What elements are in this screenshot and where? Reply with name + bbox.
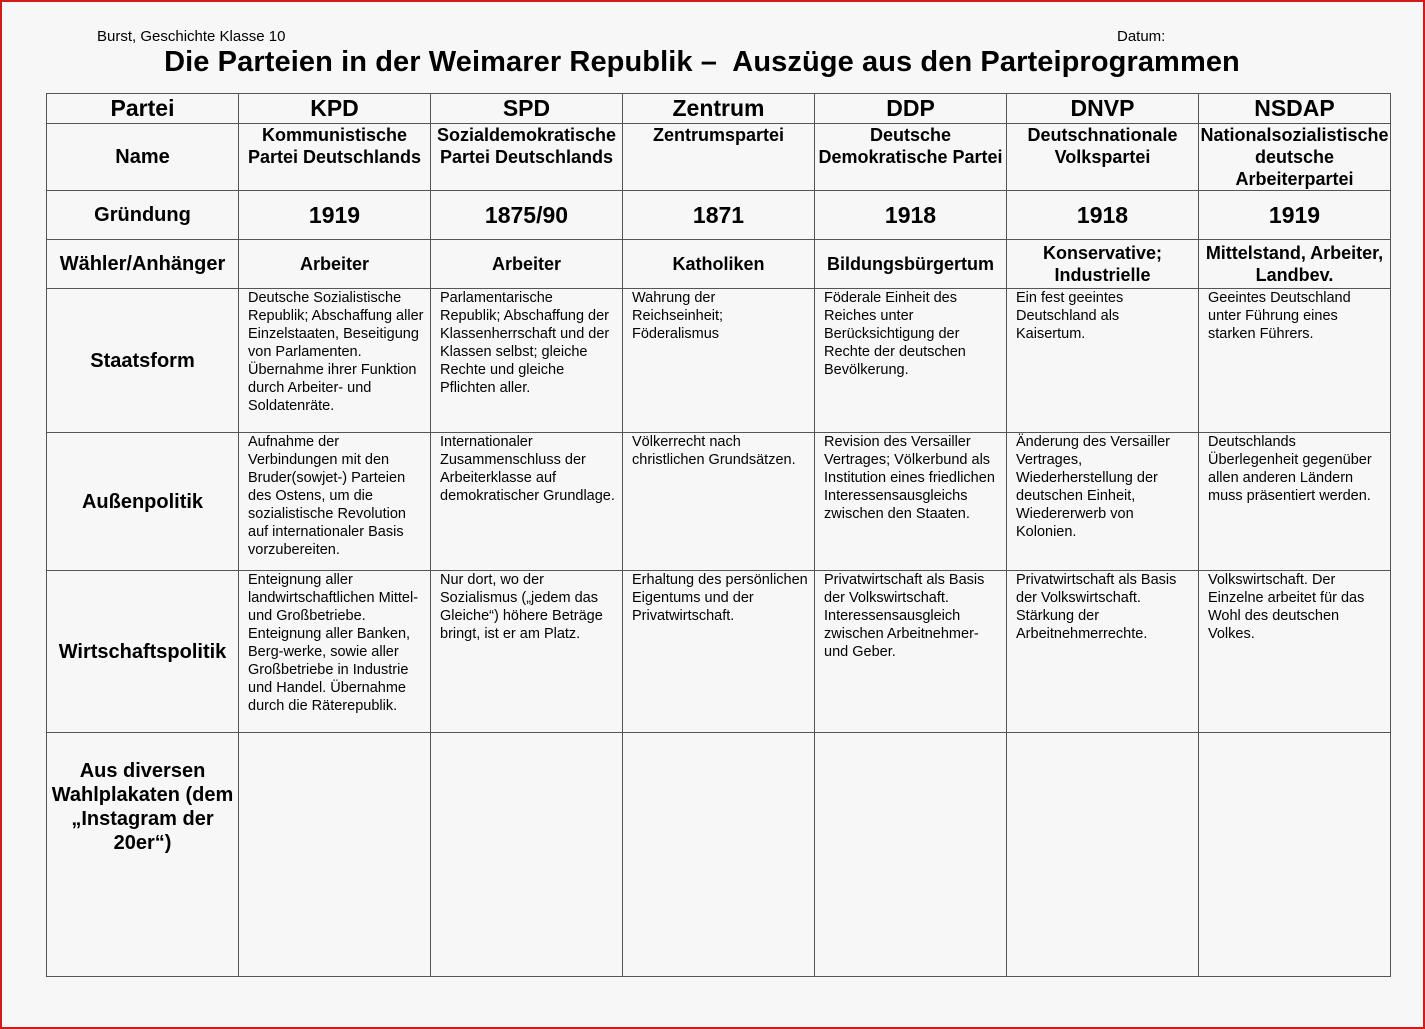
posters-row <box>47 733 1391 977</box>
voters-cell-kpd: Arbeiter <box>239 240 431 289</box>
posters-cell-zentrum <box>623 733 815 977</box>
name-cell-ddp: Deutsche Demokratische Partei <box>815 124 1007 191</box>
founding-row <box>47 191 1391 240</box>
row-label-name: Name <box>47 124 239 191</box>
foreign-cell-spd: Internationaler Zusammenschluss der Arbeiterklasse auf demokratischer Grundlage. <box>431 433 623 571</box>
party-table <box>46 93 1391 977</box>
economy-cell-spd: Nur dort, wo der Sozialismus („jedem das Gleiche“) höhere Beträge bringt, ist er am Platz. <box>431 571 623 733</box>
party-header-kpd: KPD <box>239 94 431 124</box>
economy-cell-zentrum: Erhaltung des persönlichen Eigentums und der Privatwirtschaft. <box>623 571 815 733</box>
foreign-cell-ddp: Revision des Versailler Vertrages; Völkerbund als Institution eines friedlichen Interessensausgleichs zwischen den Staaten. <box>815 433 1007 571</box>
name-cell-kpd: Kommunistische Partei Deutschlands <box>239 124 431 191</box>
voters-cell-ddp: Bildungsbürgertum <box>815 240 1007 289</box>
voters-row <box>47 240 1391 289</box>
founding-cell-zentrum: 1871 <box>623 191 815 240</box>
economy-cell-dnvp: Privatwirtschaft als Basis der Volkswirtschaft. Stärkung der Arbeitnehmerrechte. <box>1007 571 1199 733</box>
row-label-voters: Wähler/Anhänger <box>47 240 239 289</box>
economy-row <box>47 571 1391 733</box>
page-title: Die Parteien in der Weimarer Republik – Auszüge aus den Parteiprogrammen <box>164 46 1240 78</box>
posters-cell-kpd <box>239 733 431 977</box>
date-label: Datum: <box>1117 28 1166 45</box>
voters-cell-nsdap: Mittelstand, Arbeiter, Landbev. <box>1199 240 1391 289</box>
name-cell-nsdap: Nationalsozialistische deutsche Arbeiterpartei <box>1200 125 1389 189</box>
state-cell-zentrum: Wahrung der Reichseinheit; Föderalismus <box>623 289 815 433</box>
course-label: Burst, Geschichte Klasse 10 <box>97 28 286 45</box>
party-header-zentrum: Zentrum <box>623 94 815 124</box>
voters-cell-dnvp: Konservative; Industrielle <box>1007 240 1199 289</box>
foreign-row <box>47 433 1391 571</box>
header-row <box>47 94 1391 124</box>
name-cell-spd: Sozialdemokratische Partei Deutschlands <box>431 124 623 191</box>
state-cell-kpd: Deutsche Sozialistische Republik; Abschaffung aller Einzelstaaten, Beseitigung von Parlamenten. Übernahme ihrer Funktion durch Arbeiter- und Soldatenräte. <box>239 289 431 433</box>
posters-cell-spd <box>431 733 623 977</box>
party-header-nsdap: NSDAP <box>1199 94 1391 124</box>
state-row <box>47 289 1391 433</box>
voters-cell-zentrum: Katholiken <box>623 240 815 289</box>
state-cell-nsdap: Geeintes Deutschland unter Führung eines starken Führers. <box>1199 289 1391 433</box>
state-cell-dnvp: Ein fest geeintes Deutschland als Kaisertum. <box>1007 289 1199 433</box>
posters-cell-nsdap <box>1199 733 1391 977</box>
founding-cell-dnvp: 1918 <box>1007 191 1199 240</box>
economy-cell-ddp: Privatwirtschaft als Basis der Volkswirtschaft. Interessensausgleich zwischen Arbeitnehmer- und Geber. <box>815 571 1007 733</box>
state-cell-spd: Parlamentarische Republik; Abschaffung der Klassenherrschaft und der Klassen selbst; gleiche Rechte und gleiche Pflichten aller. <box>431 289 623 433</box>
party-header-spd: SPD <box>431 94 623 124</box>
economy-cell-kpd: Enteignung aller landwirtschaftlichen Mittel- und Großbetriebe. Enteignung aller Banken, Berg-werke, sowie aller Großbetriebe in Industrie und Handel. Übernahme durch die Räterepublik. <box>239 571 431 733</box>
name-cell-zentrum: Zentrumspartei <box>623 124 815 191</box>
foreign-cell-dnvp: Änderung des Versailler Vertrages, Wiederherstellung der deutschen Einheit, Wiedererwerb von Kolonien. <box>1007 433 1199 571</box>
founding-cell-kpd: 1919 <box>239 191 431 240</box>
row-label-founding: Gründung <box>47 191 239 240</box>
name-cell-dnvp: Deutschnationale Volkspartei <box>1007 124 1199 191</box>
posters-cell-dnvp <box>1007 733 1199 977</box>
posters-cell-ddp <box>815 733 1007 977</box>
foreign-cell-kpd: Aufnahme der Verbindungen mit den Bruder(sowjet-) Parteien des Ostens, um die sozialistische Revolution auf internationaler Basis vorzubereiten. <box>239 433 431 571</box>
party-header-ddp: DDP <box>815 94 1007 124</box>
economy-cell-nsdap: Volkswirtschaft. Der Einzelne arbeitet für das Wohl des deutschen Volkes. <box>1199 571 1391 733</box>
founding-cell-nsdap: 1919 <box>1199 191 1391 240</box>
voters-cell-spd: Arbeiter <box>431 240 623 289</box>
party-header-dnvp: DNVP <box>1007 94 1199 124</box>
row-label-state: Staatsform <box>47 289 239 433</box>
corner-header: Partei <box>47 94 239 124</box>
row-label-economy: Wirtschaftspolitik <box>47 571 239 733</box>
founding-cell-ddp: 1918 <box>815 191 1007 240</box>
foreign-cell-nsdap: Deutschlands Überlegenheit gegenüber allen anderen Ländern muss präsentiert werden. <box>1199 433 1391 571</box>
row-label-posters: Aus diversen Wahlplakaten (dem „Instagram der 20er“) <box>47 733 239 977</box>
founding-cell-spd: 1875/90 <box>431 191 623 240</box>
state-cell-ddp: Föderale Einheit des Reiches unter Berücksichtigung der Rechte der deutschen Bevölkerung. <box>815 289 1007 433</box>
row-label-foreign: Außenpolitik <box>47 433 239 571</box>
name-row <box>47 124 1391 191</box>
foreign-cell-zentrum: Völkerrecht nach christlichen Grundsätzen. <box>623 433 815 571</box>
